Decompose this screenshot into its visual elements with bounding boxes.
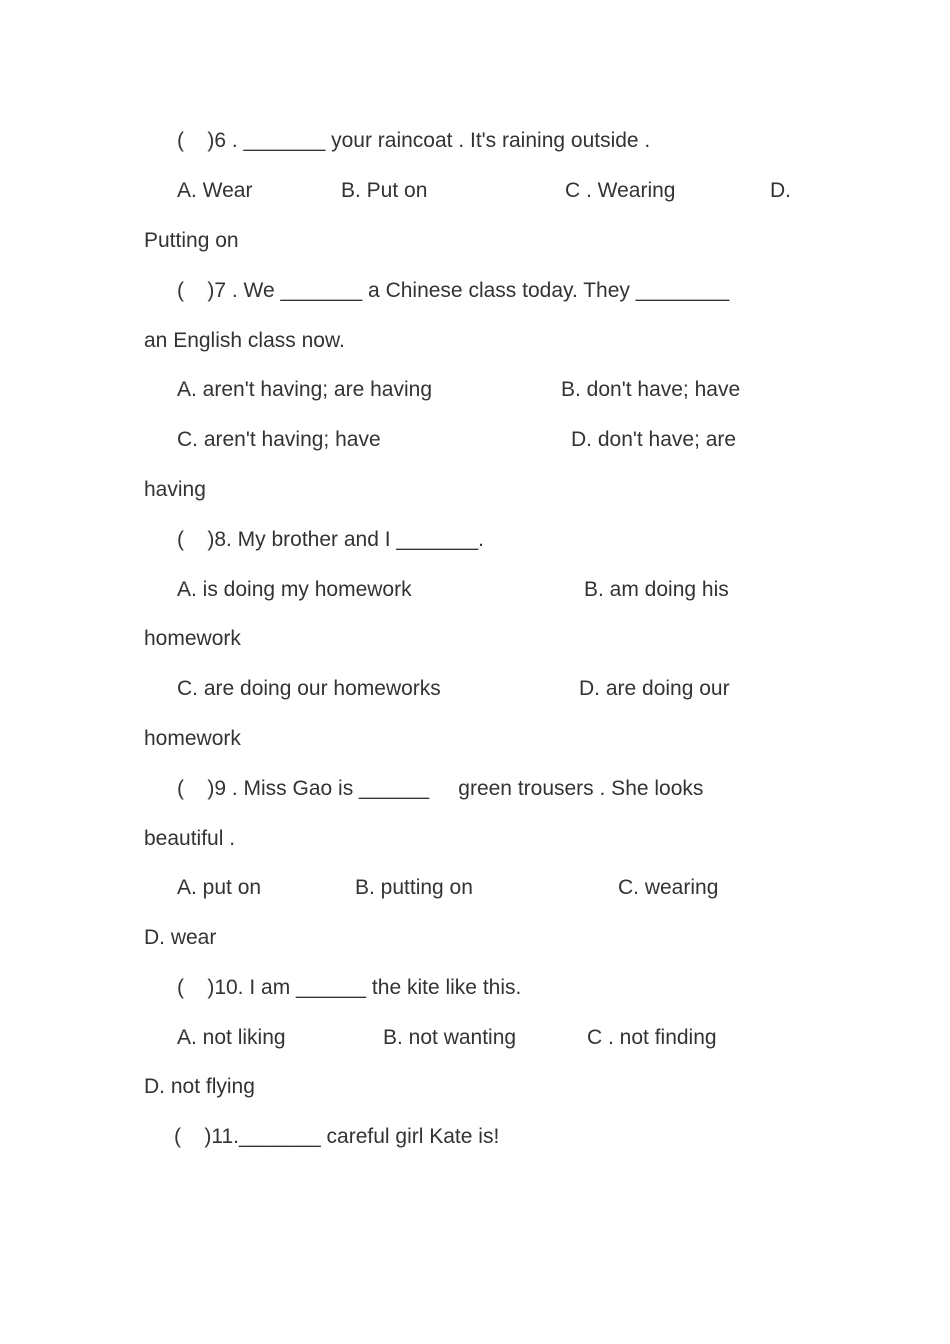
question-11-stem: ( )11._______ careful girl Kate is! <box>174 1125 500 1148</box>
q8-option-d: D. are doing our <box>579 677 730 700</box>
q7-option-d: D. don't have; are <box>571 428 737 451</box>
q9-option-b: B. putting on <box>355 876 473 899</box>
q10-option-a: A. not liking <box>177 1026 286 1049</box>
q6-option-d-cont: Putting on <box>144 229 239 252</box>
q8-option-a: A. is doing my homework <box>177 578 412 601</box>
question-6-stem: ( )6 . _______ your raincoat . It's raining outside . <box>177 129 651 152</box>
question-9-stem-cont: beautiful . <box>144 827 236 850</box>
q9-option-a: A. put on <box>177 876 262 899</box>
question-7-stem-cont: an English class now. <box>144 329 345 352</box>
q6-option-b: B. Put on <box>341 179 428 202</box>
q8-option-b: B. am doing his <box>584 578 729 601</box>
q8-option-d-cont: homework <box>144 727 241 750</box>
q7-option-c: C. aren't having; have <box>177 428 381 451</box>
q10-option-b: B. not wanting <box>383 1026 517 1049</box>
q6-option-a: A. Wear <box>177 179 253 202</box>
q10-option-d: D. not flying <box>144 1075 255 1098</box>
question-9-stem: ( )9 . Miss Gao is ______ green trousers . She looks <box>177 777 704 800</box>
q7-option-b: B. don't have; have <box>561 378 741 401</box>
question-7-stem: ( )7 . We _______ a Chinese class today. They ________ <box>177 279 730 302</box>
q8-option-c: C. are doing our homeworks <box>177 677 441 700</box>
q7-option-a: A. aren't having; are having <box>177 378 433 401</box>
q10-option-c: C . not finding <box>587 1026 717 1049</box>
q6-option-d: D. <box>770 179 791 202</box>
question-10-stem: ( )10. I am ______ the kite like this. <box>177 976 522 999</box>
q9-option-d: D. wear <box>144 926 217 949</box>
q7-option-d-cont: having <box>144 478 206 501</box>
q6-option-c: C . Wearing <box>565 179 676 202</box>
q8-option-b-cont: homework <box>144 627 241 650</box>
q9-option-c: C. wearing <box>618 876 719 899</box>
question-8-stem: ( )8. My brother and I _______. <box>177 528 485 551</box>
